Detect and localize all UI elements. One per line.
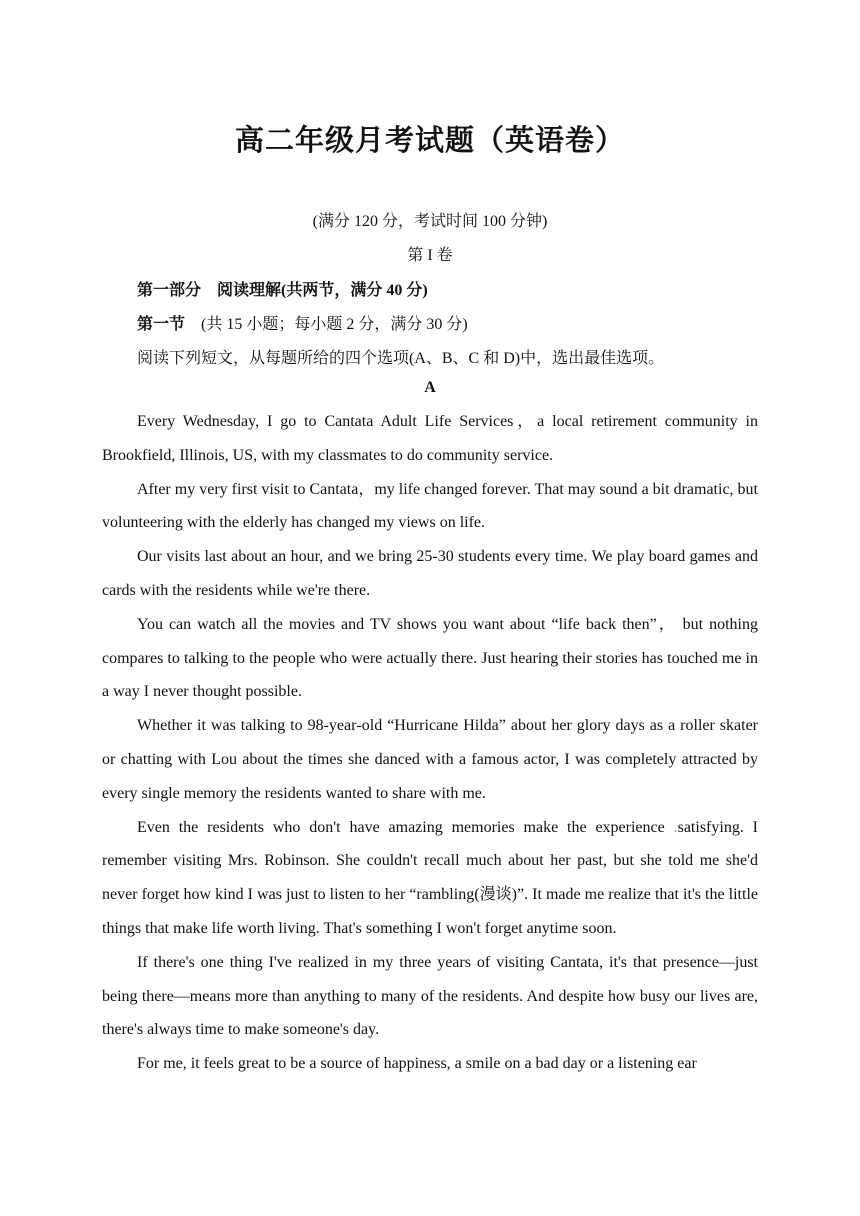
paragraph-5: Whether it was talking to 98‐year‐old “Hurricane Hilda” about her glory days as a roller skater or chatting with Lou about the times she danced with a famous actor, I was completely attracted by every single memory the residents wanted to share with me. xyxy=(102,717,758,802)
exam-info: (满分 120 分，考试时间 100 分钟) xyxy=(312,213,548,230)
paragraph-6 xyxy=(102,811,758,946)
subsection-heading xyxy=(137,311,468,334)
page-title: 高二年级月考试题（英语卷） xyxy=(234,123,625,157)
volume-label: 第 I 卷 xyxy=(407,247,453,264)
part-heading xyxy=(137,277,428,300)
passage-body xyxy=(102,405,758,1081)
paragraph-6-rest: satisfying. I remember visiting Mrs. Robinson. She couldn't recall much about her past, but she told me she'd never forget how kind I was just to listen to her “rambling(漫谈)”. It made me realize that it's the little things that make life worth living. That's something I won't forget anytime soon. xyxy=(102,818,758,937)
paragraph-6-start: Even the residents who don't have amazing memories make the experience xyxy=(137,818,674,836)
emphasis-dot: . xyxy=(673,818,678,836)
paragraph-1: Every Wednesday, I go to Cantata Adult Life Services，a local retirement community in Brookfield, Illinois, US, with my classmates to do community service. xyxy=(102,413,758,464)
passage-label: A xyxy=(424,379,436,396)
paragraph-7: If there's one thing I've realized in my three years of visiting Cantata, it's that presence—just being there—means more than anything to many of the residents. And despite how busy our lives are, there's always time to make someone's day. xyxy=(102,953,758,1039)
subsection-label: 第一节 xyxy=(137,316,186,333)
paragraph-2: After my very first visit to Cantata，my life changed forever. That may sound a bit dramatic, but volunteering with the elderly has changed my views on life. xyxy=(102,480,758,532)
instruction: 阅读下列短文，从每题所给的四个选项(A、B、C 和 D)中，选出最佳选项。 xyxy=(137,350,665,367)
paragraph-4: You can watch all the movies and TV shows you want about “life back then”， but nothing compares to talking to the people who were actually there. Just hearing their stories has touched me in a way I never thought possible. xyxy=(102,615,758,701)
subsection-description: (共 15 小题；每小题 2 分，满分 30 分) xyxy=(201,316,468,333)
paragraph-8: For me, it feels great to be a source of happiness, a smile on a bad day or a listening ear xyxy=(137,1055,697,1073)
paragraph-3: Our visits last about an hour, and we bring 25-30 students every time. We play board games and cards with the residents while we're there. xyxy=(102,548,758,599)
part-description: 阅读理解(共两节，满分 40 分) xyxy=(217,282,428,299)
part-label: 第一部分 xyxy=(137,282,202,299)
